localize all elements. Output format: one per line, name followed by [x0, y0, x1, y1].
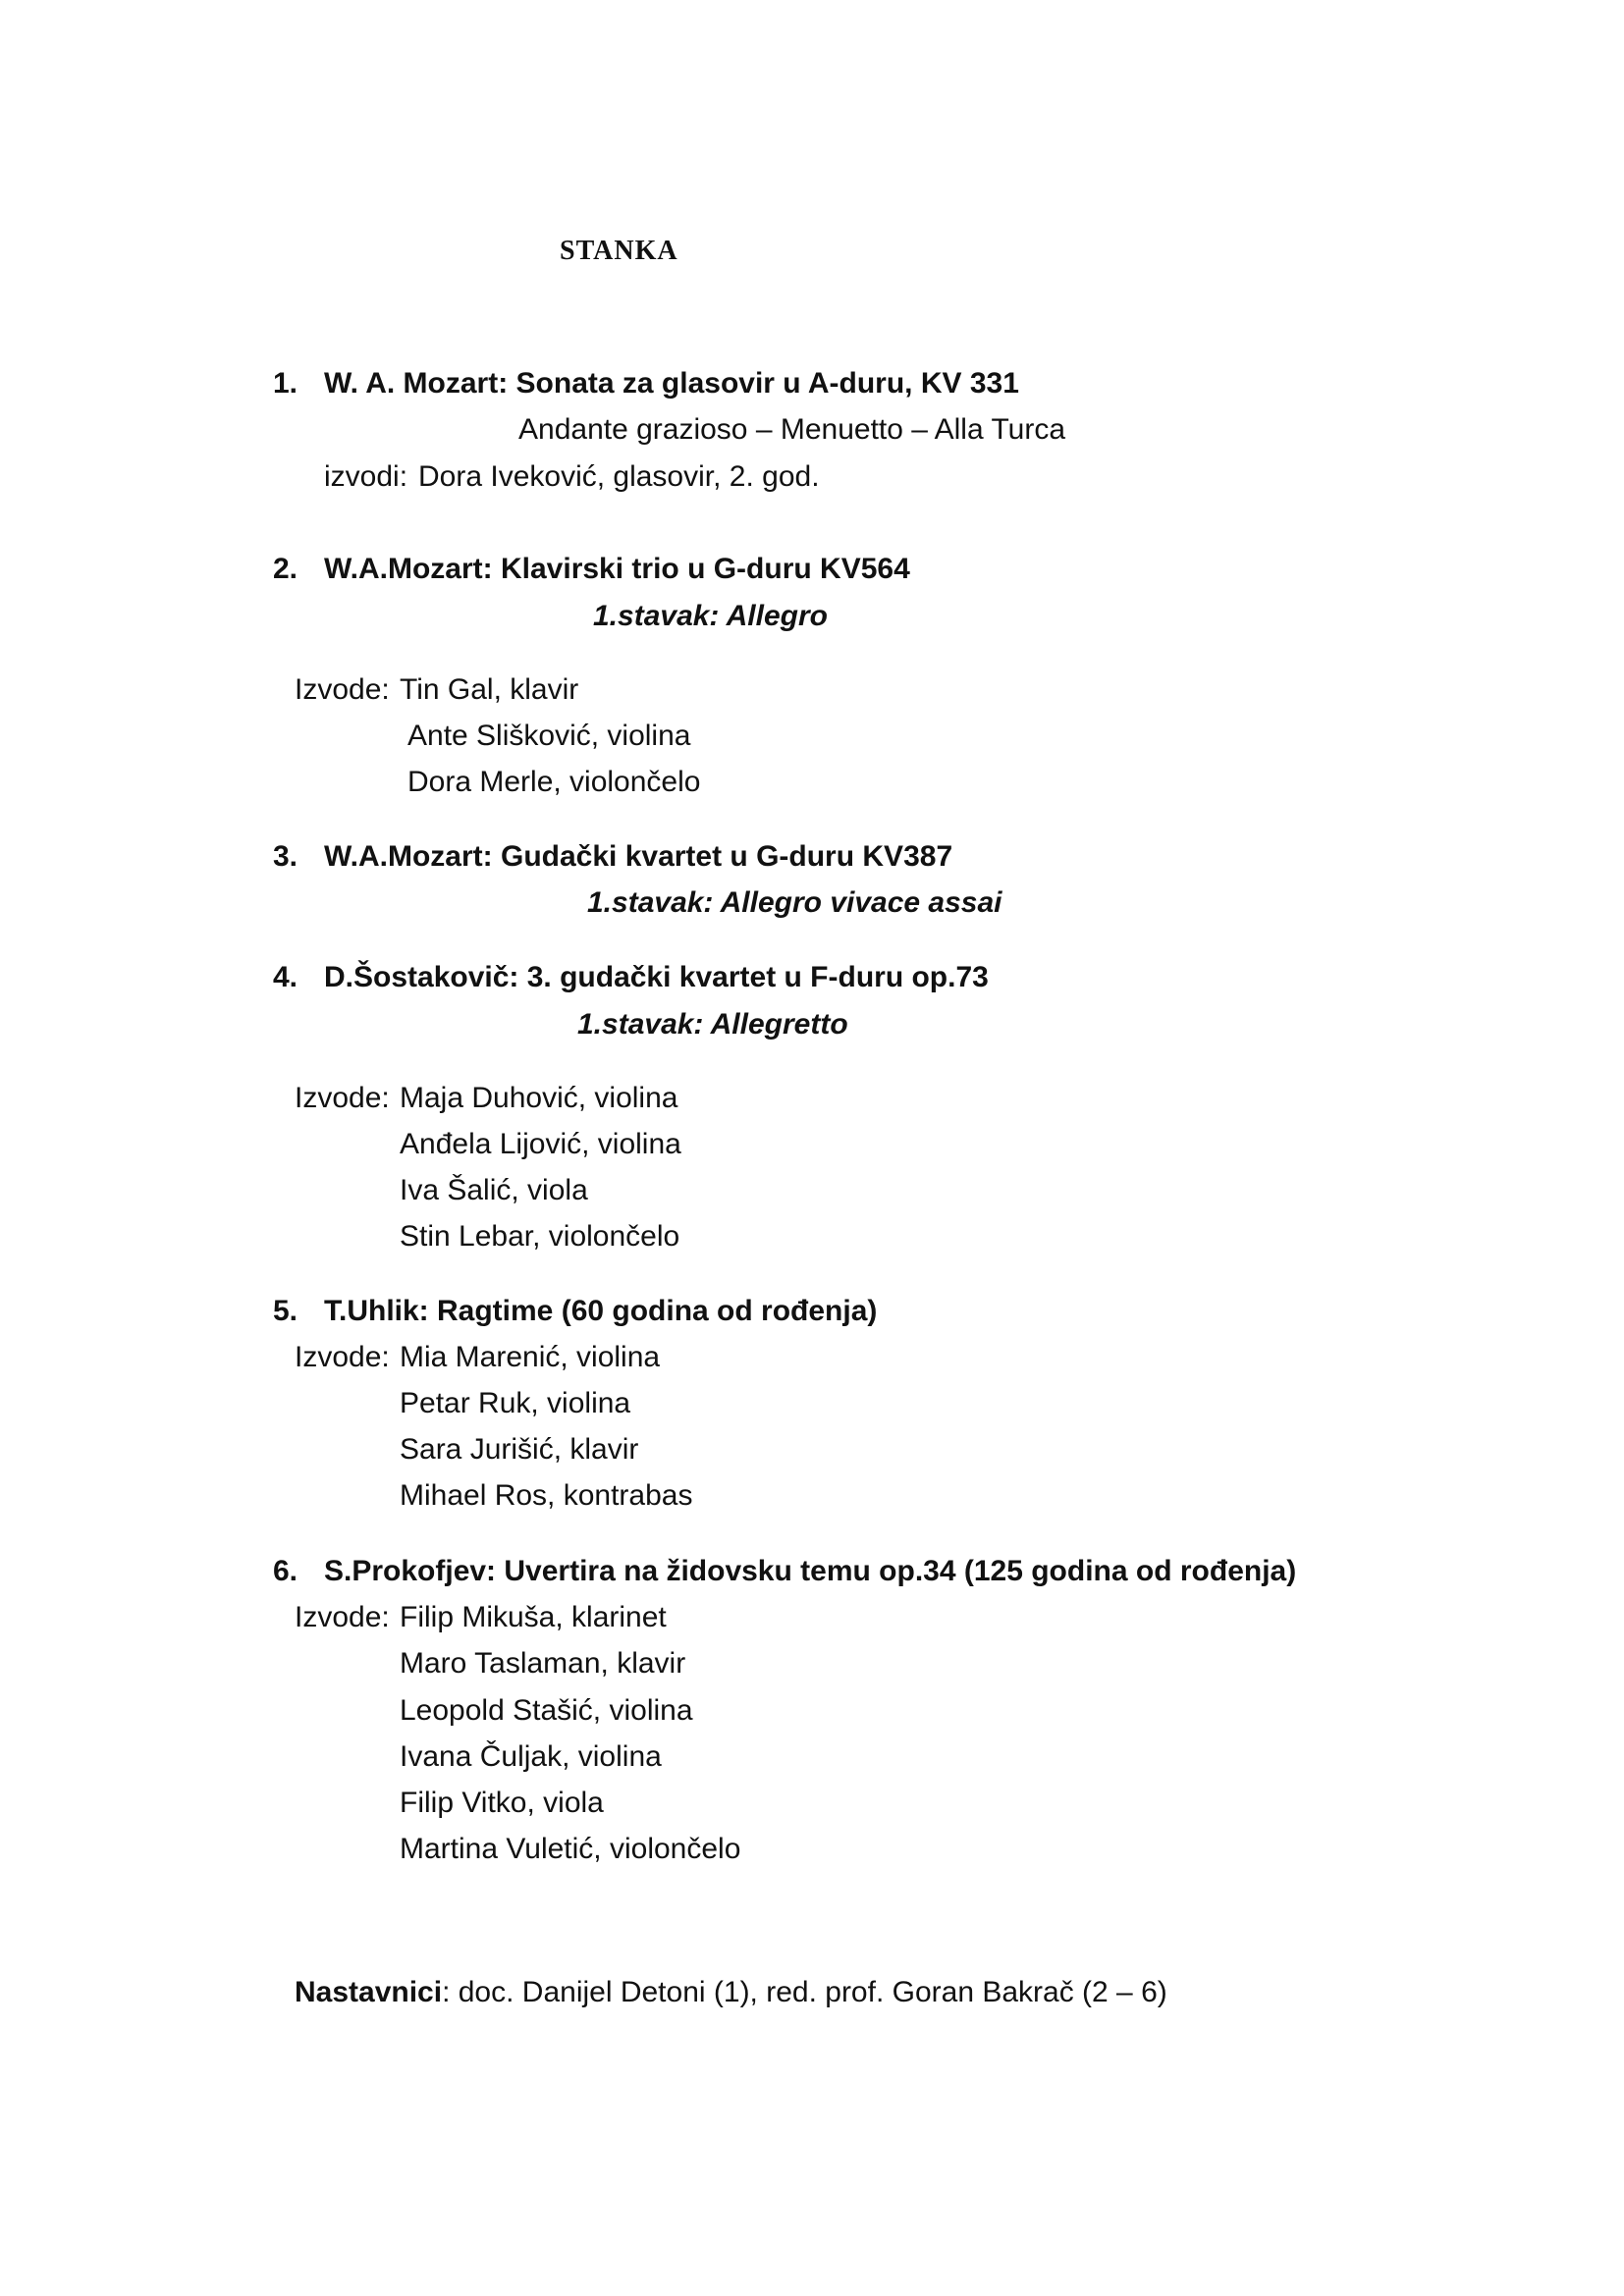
performer: Anđela Lijović, violina [400, 1128, 681, 1160]
page-title: STANKA [560, 236, 678, 266]
performer: Ante Slišković, violina [407, 720, 691, 752]
item-number: 4. [273, 961, 298, 993]
performer: Stin Lebar, violončelo [400, 1220, 680, 1253]
item-movement: 1.stavak: Allegretto [577, 1008, 848, 1041]
item-heading: D.Šostakovič: 3. gudački kvartet u F-duru op.73 [324, 961, 989, 993]
teachers-text: : doc. Danijel Detoni (1), red. prof. Goran Bakrač (2 – 6) [442, 1976, 1167, 2008]
item-movement: 1.stavak: Allegro vivace assai [587, 886, 1002, 919]
performer: Iva Šalić, viola [400, 1174, 588, 1206]
performers-label: Izvode: [295, 1341, 390, 1373]
performer: Maro Taslaman, klavir [400, 1647, 686, 1680]
performer: Ivana Čuljak, violina [400, 1740, 662, 1773]
performer: Dora Iveković, glasovir, 2. god. [418, 460, 820, 493]
performer: Filip Mikuša, klarinet [400, 1601, 667, 1633]
item-heading: W.A.Mozart: Klavirski trio u G-duru KV564 [324, 553, 910, 585]
teachers-line [295, 1976, 1167, 2009]
item-heading: S.Prokofjev: Uvertira na židovsku temu op.34 (125 godina od rođenja) [324, 1555, 1297, 1587]
performer: Mihael Ros, kontrabas [400, 1479, 693, 1512]
performer: Martina Vuletić, violončelo [400, 1833, 741, 1865]
performers-label: Izvode: [295, 1601, 390, 1633]
performer: Mia Marenić, violina [400, 1341, 661, 1373]
item-number: 3. [273, 840, 298, 873]
performers-label: izvodi: [324, 460, 408, 493]
item-number: 5. [273, 1295, 298, 1327]
item-number: 2. [273, 553, 298, 585]
performer: Tin Gal, klavir [400, 673, 579, 706]
performer: Petar Ruk, violina [400, 1387, 631, 1419]
performer: Sara Jurišić, klavir [400, 1433, 639, 1466]
item-heading: W. A. Mozart: Sonata za glasovir u A-duru, KV 331 [324, 367, 1019, 400]
performers-label: Izvode: [295, 1082, 390, 1114]
teachers-label: Nastavnici [295, 1976, 443, 2008]
performer: Dora Merle, violončelo [407, 766, 701, 798]
performer: Maja Duhović, violina [400, 1082, 678, 1114]
item-heading: W.A.Mozart: Gudački kvartet u G-duru KV387 [324, 840, 953, 873]
performers-label: Izvode: [295, 673, 390, 706]
performer: Filip Vitko, viola [400, 1787, 604, 1819]
item-heading: T.Uhlik: Ragtime (60 godina od rođenja) [324, 1295, 878, 1327]
item-movement: Andante grazioso – Menuetto – Alla Turca [518, 413, 1066, 446]
item-number: 1. [273, 367, 298, 400]
performer: Leopold Stašić, violina [400, 1694, 693, 1727]
item-number: 6. [273, 1555, 298, 1587]
item-movement: 1.stavak: Allegro [593, 600, 828, 632]
